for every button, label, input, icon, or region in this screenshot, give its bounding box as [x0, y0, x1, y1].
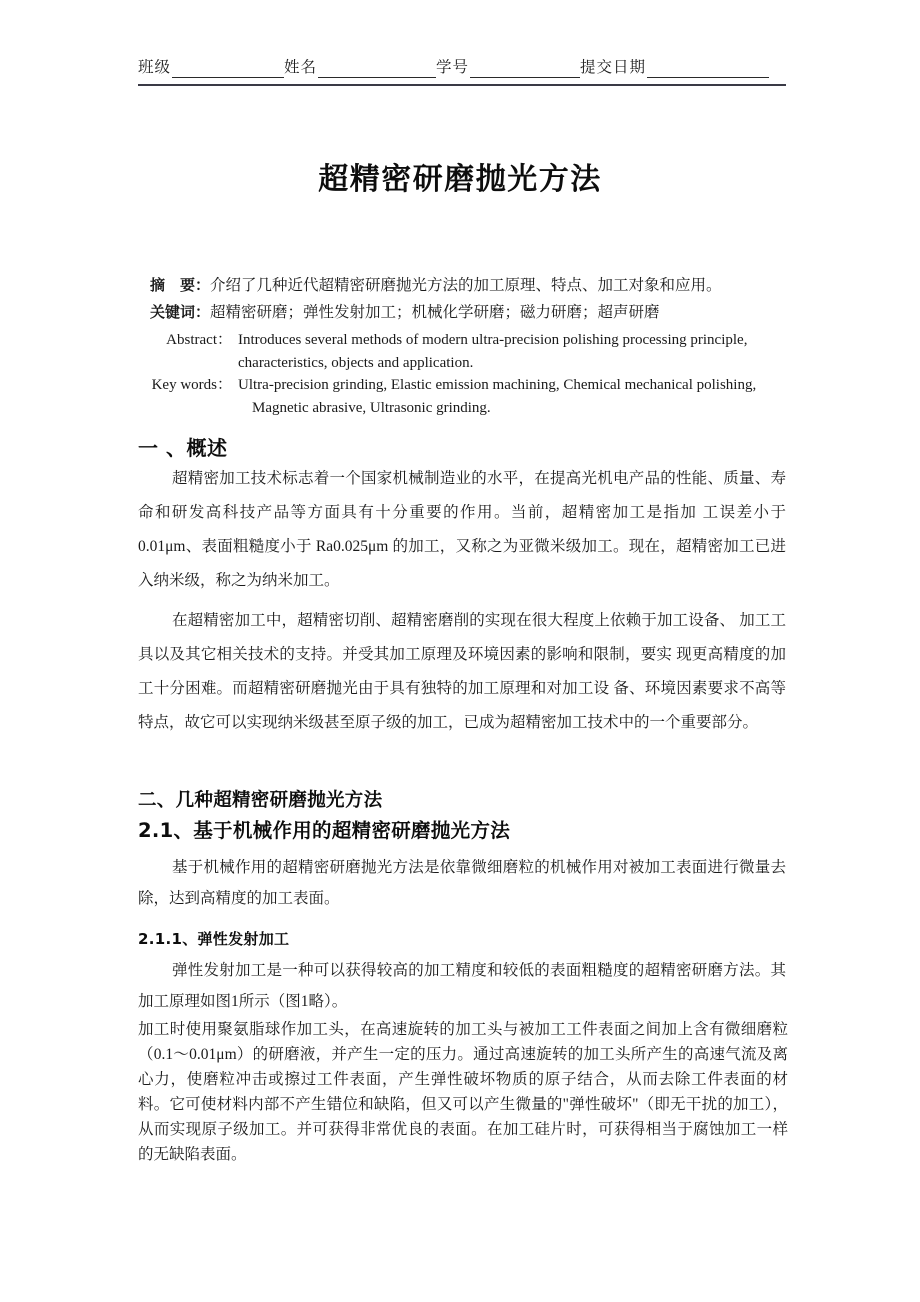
heading-section-2: 二、几种超精密研磨抛光方法: [138, 790, 383, 811]
header-form: [138, 58, 786, 78]
field-name[interactable]: [284, 58, 436, 78]
cn-abstract-row: [150, 272, 786, 299]
en-abstract-line2: characteristics, objects and application.: [238, 354, 474, 371]
cn-keywords-label: 关键词：: [150, 303, 211, 321]
paragraph-2-1-1-b: 加工时使用聚氨脂球作加工头，在高速旋转的加工头与被加工工件表面之间加上含有微细磨粒（0.1～0.01μm）的研磨液，并产生一定的压力。通过高速旋转的加工头所产生的高速气流及离心力，使磨粒冲击或擦过工件表面，产生弹性破坏物质的原子结合，从而去除工件表面的材料。它可使材料内部不产生错位和缺陷，但又可以产生微量的"弹性破坏"（即无干扰的加工），从而实现原子级加工。并可获得非常优良的表面。在加工硅片时，可获得相当于腐蚀加工一样的无缺陷表面。: [138, 1021, 788, 1163]
paragraph-1-2: 在超精密加工中，超精密切削、超精密磨削的实现在很大程度上依赖于加工设备、 加工工具以及其它相关技术的支持。并受其加工原理及环境因素的影响和限制，要实 现更高精度的加工十分困难。而超精密研磨抛光由于具有独特的加工原理和对加工设 备、环境因素要求不高等特点，故它可以实现纳米级甚至原子级的加工，已成为超精密加工技术中的一个重要部分。: [138, 612, 786, 731]
en-keywords-line2: Magnetic abrasive, Ultrasonic grinding.: [252, 399, 491, 416]
heading-section-2-1-1: 2.1.1、弹性发射加工: [138, 930, 290, 948]
paragraph-1-1: 超精密加工技术标志着一个国家机械制造业的水平，在提高光机电产品的性能、质量、寿命和研发高科技产品等方面具有十分重要的作用。当前，超精密加工是指加 工误差小于 0.01μm、表面粗糙度小于 Ra0.025μm 的加工，又称之为亚微米级加工。现在，超精密加工已进入纳米级，称之为纳米加工。: [138, 470, 786, 589]
field-class[interactable]: [138, 58, 284, 78]
field-class-label: 班级: [138, 59, 172, 76]
heading-section-1: 一 、概述: [138, 436, 228, 460]
header-divider: [138, 84, 786, 86]
cn-abstract-text: 介绍了几种近代超精密研磨抛光方法的加工原理、特点、加工对象和应用。: [210, 277, 722, 294]
heading-section-2-1: 2.1、基于机械作用的超精密研磨抛光方法: [138, 819, 511, 842]
en-abstract-block: [138, 329, 786, 419]
en-keywords-line1: Ultra-precision grinding, Elastic emission machining, Chemical mechanical polishing,: [238, 377, 757, 393]
cn-keywords-row: [150, 299, 786, 326]
en-abstract-label: Abstract：: [166, 332, 232, 348]
field-name-label: 姓名: [284, 59, 318, 76]
field-name-input[interactable]: [318, 62, 436, 78]
field-student-id-input[interactable]: [470, 62, 580, 78]
field-submit-date-input[interactable]: [647, 62, 769, 78]
field-student-id[interactable]: [436, 58, 580, 78]
cn-abstract-label: 摘 要：: [150, 276, 211, 294]
field-submit-date-label: 提交日期: [580, 59, 647, 76]
field-student-id-label: 学号: [436, 59, 470, 76]
page-title: 超精密研磨抛光方法: [318, 162, 602, 197]
cn-keywords-text: 超精密研磨；弹性发射加工；机械化学研磨；磁力研磨；超声研磨: [210, 304, 660, 321]
abstract-block: [138, 272, 786, 419]
en-abstract-line1: Introduces several methods of modern ultra-precision polishing processing principle,: [238, 332, 748, 348]
en-abstract-row: [138, 329, 786, 352]
paragraph-2-1: 基于机械作用的超精密研磨抛光方法是依靠微细磨粒的机械作用对被加工表面进行微量去除，达到高精度的加工表面。: [138, 859, 786, 907]
header-form-row: [138, 58, 786, 78]
en-keywords-label: Key words：: [151, 377, 232, 393]
field-submit-date[interactable]: [580, 58, 769, 78]
en-keywords-row: [138, 374, 786, 397]
field-class-input[interactable]: [172, 62, 284, 78]
paragraph-2-1-1-a: 弹性发射加工是一种可以获得较高的加工精度和较低的表面粗糙度的超精密研磨方法。其加工原理如图1所示（图1略）。: [138, 962, 786, 1010]
